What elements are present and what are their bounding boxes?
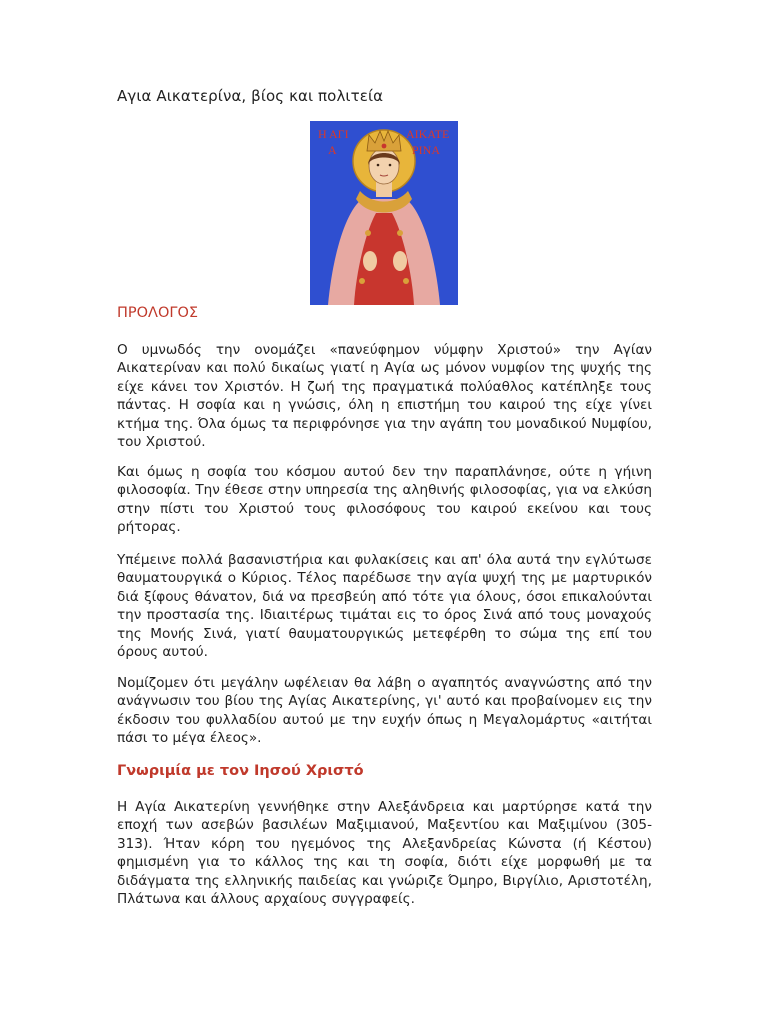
paragraph: Ο υμνωδός την ονομάζει «πανεύφημον νύμφην Χριστού» την Αγίαν Αικατερίναν και πολύ δικαίως γιατί η Αγία ως μόνον νυμφίον της ψυχής της είχε κάνει τον Χριστόν. Η ζωή της πραγματικά πολύαθλος κατέπληξε τους πάντας. Η σοφία και η γνώσις, όλη η επιστήμη του καιρού της είχε γίνει κτήμα της. Όλα όμως τα περιφρόνησε για την αγάπη του μοναδικού Νυμφίου, του Χριστού.	[117, 342, 652, 451]
right-hand	[393, 251, 407, 271]
ornament-dot	[397, 230, 403, 236]
icon-image	[310, 121, 458, 305]
paragraph: Και όμως η σοφία του κόσμου αυτού δεν την παραπλάνησε, ούτε η γήινη φιλοσοφία. Την έθεσε στην υπηρεσία της αληθινής φιλοσοφίας, για να ελκύση στην πίστι του Χριστού τους φιλοσόφους του καιρού εκείνου και τους ρήτορας.	[117, 464, 652, 536]
right-eye	[389, 164, 392, 167]
paragraph: Νομίζομεν ότι μεγάλην ωφέλειαν θα λάβη ο αγαπητός αναγνώστης από την ανάγνωσιν του βίου της Αγίας Αικατερίνης, γι' αυτό και προβαίνομεν εις την έκδοσιν του φυλλαδίου αυτού με την ευχήν όπως η Μεγαλομάρτυς «αιτήται πάσι το μέγα έλεος».	[117, 675, 652, 747]
section-heading-acquaintance: Γνωριμία με τον Ιησού Χριστό	[117, 763, 364, 779]
page-title: Αγια Αικατερίνα, βίος και πολιτεία	[117, 87, 384, 105]
paragraph: Η Αγία Αικατερίνη γεννήθηκε στην Αλεξάνδρεια και μαρτύρησε κατά την εποχή των ασεβών βασιλέων Μαξιμιανού, Μαξεντίου και Μαξιμίνου (305-313). Ήταν κόρη του ηγεμόνος της Αλεξανδρείας Κώνστα (ή Κέστου) φημισμένη για το κάλλος της και τη σοφία, διότι είχε μορφωθή με τα διδάγματα της ελληνικής παιδείας και γνώριζε Όμηρο, Βιργίλιο, Αριστοτέλη, Πλάτωνα και άλλους αρχαίους συγγραφείς.	[117, 799, 652, 908]
icon-inscription-left: Η ΑΓΙ	[318, 127, 349, 141]
left-hand	[363, 251, 377, 271]
ornament-dot	[359, 278, 365, 284]
crown-jewel	[382, 144, 387, 149]
ornament-dot	[403, 278, 409, 284]
paragraph: Υπέμεινε πολλά βασανιστήρια και φυλακίσεις και απ' όλα αυτά την εγλύτωσε θαυματουργικά ο Κύριος. Τέλος παρέδωσε την αγία ψυχή της με μαρτυρικόν διά ξίφους θάνατον, διά να πρεσβεύη από τότε για όλους, όσοι επικαλούνται την προστασία της. Ιδιαιτέρως τιμάται εις το όρος Σινά από τους μοναχούς της Μονής Σινά, γιατί θαυματουργικώς μετεφέρθη το σώμα της επί του όρους αυτού.	[117, 552, 652, 661]
icon-inscription-left-2: Α	[328, 143, 337, 157]
icon-inscription-right: ΑΙΚΑΤΕ	[406, 127, 450, 141]
icon-inscription-right-2: ΡΙΝΑ	[412, 143, 441, 157]
saint-catherine-icon	[310, 121, 458, 305]
ornament-dot	[365, 230, 371, 236]
left-eye	[377, 164, 380, 167]
section-heading-prologue: ΠΡΟΛΟΓΟΣ	[117, 305, 199, 321]
